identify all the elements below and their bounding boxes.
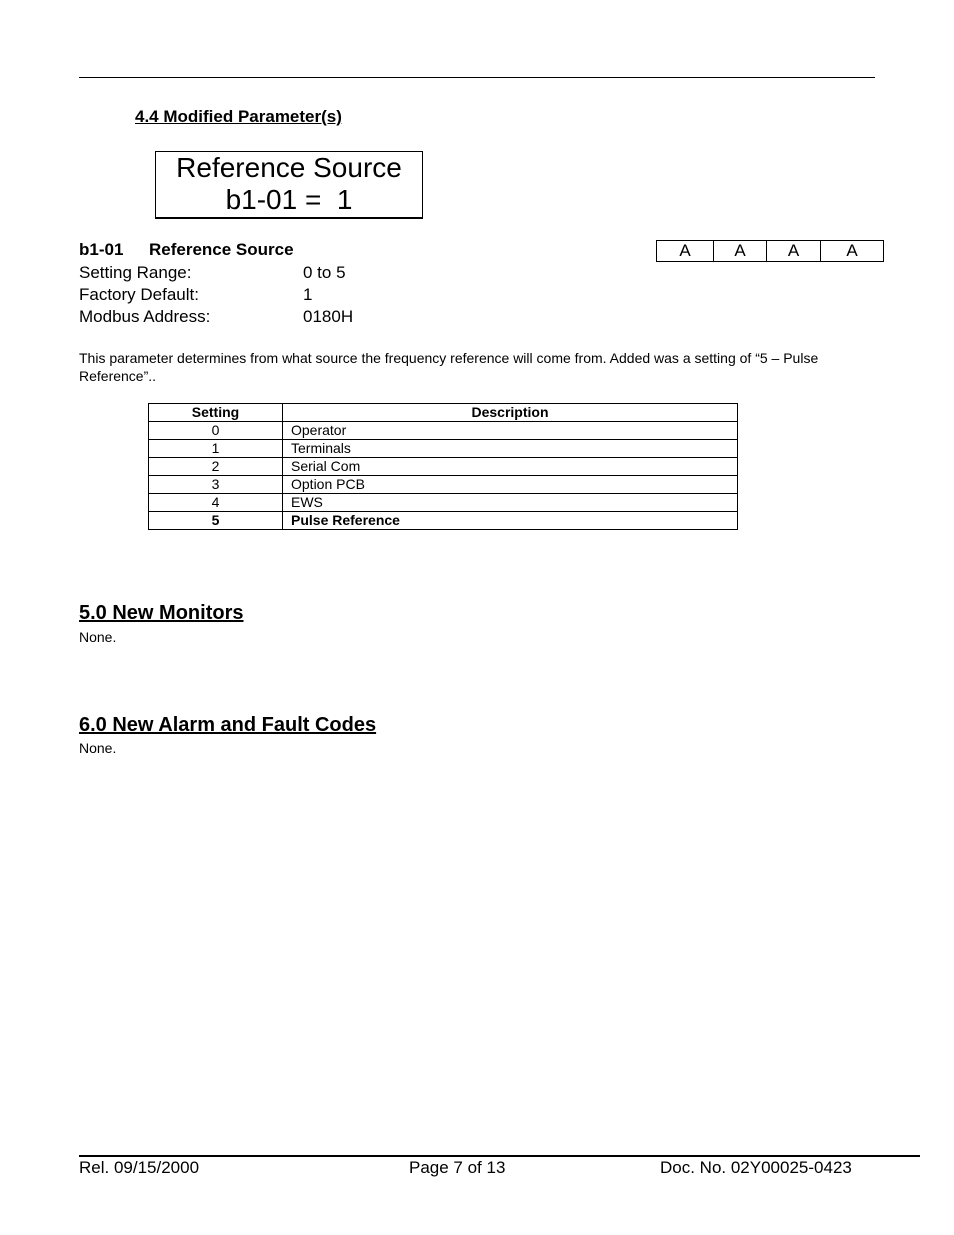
setting-range-label: Setting Range: [79, 263, 192, 282]
parameter-description: This parameter determines from what source the frequency reference will come from. Added was a setting of “5 – Pulse Reference”.. [79, 350, 819, 384]
footer-rule [79, 1155, 920, 1157]
table-row [149, 458, 738, 476]
column-header-setting: Setting [149, 404, 283, 422]
footer-release: Rel. 09/15/2000 [79, 1158, 200, 1177]
section-5-body: None. [79, 629, 117, 645]
table-row [149, 494, 738, 512]
table-header-row [149, 404, 738, 422]
column-header-description: Description [283, 404, 738, 422]
display-line-1: Reference Source [176, 152, 402, 183]
modbus-address-value: 0180H [303, 307, 354, 326]
footer-page-number: Page 7 of 13 [409, 1158, 506, 1177]
table-row [149, 440, 738, 458]
access-level-cell: A [821, 241, 884, 262]
factory-default-value: 1 [303, 285, 313, 304]
operator-display-box [155, 151, 423, 219]
setting-cell: 0 [149, 422, 283, 440]
setting-cell: 3 [149, 476, 283, 494]
section-5-heading: 5.0 New Monitors [79, 602, 244, 624]
table-row [149, 476, 738, 494]
access-level-cell: A [657, 241, 714, 262]
access-level-table [656, 240, 884, 262]
header-rule [79, 77, 875, 78]
section-6-body: None. [79, 740, 117, 756]
section-4-4-heading: 4.4 Modified Parameter(s) [135, 107, 342, 126]
setting-cell: 2 [149, 458, 283, 476]
parameter-code: b1-01 [79, 240, 124, 259]
description-cell: Terminals [283, 440, 738, 458]
display-line-2: b1-01 = 1 [225, 184, 353, 215]
setting-cell: 1 [149, 440, 283, 458]
access-level-cell: A [714, 241, 767, 262]
factory-default-label: Factory Default: [79, 285, 199, 304]
setting-range-value: 0 to 5 [303, 263, 346, 282]
access-level-cell: A [767, 241, 821, 262]
parameter-name: Reference Source [149, 240, 294, 259]
description-cell: Serial Com [283, 458, 738, 476]
description-cell: Operator [283, 422, 738, 440]
setting-cell: 4 [149, 494, 283, 512]
description-cell: Pulse Reference [283, 512, 738, 530]
table-row [149, 512, 738, 530]
description-cell: EWS [283, 494, 738, 512]
modbus-address-label: Modbus Address: [79, 307, 211, 326]
setting-cell: 5 [149, 512, 283, 530]
settings-table [148, 403, 738, 530]
description-cell: Option PCB [283, 476, 738, 494]
section-6-heading: 6.0 New Alarm and Fault Codes [79, 714, 377, 736]
footer-doc-number: Doc. No. 02Y00025-0423 [660, 1158, 852, 1177]
table-row [149, 422, 738, 440]
